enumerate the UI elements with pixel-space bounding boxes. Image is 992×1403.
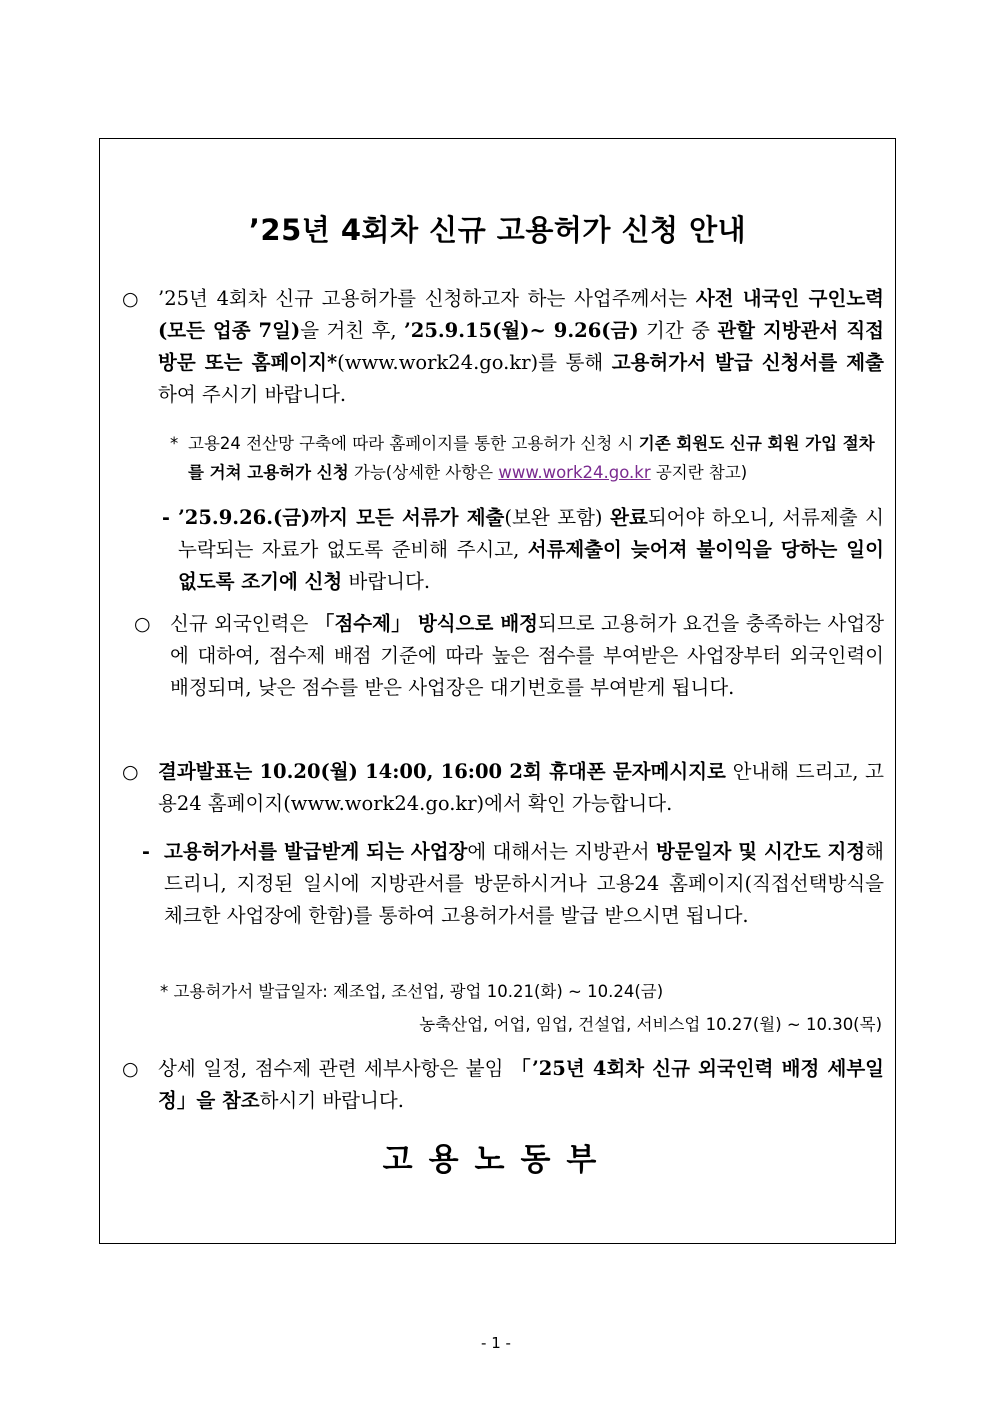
notice-title: ’25년 4회차 신규 고용허가 신청 안내: [248, 213, 747, 247]
note-issuance-dates-1: * 고용허가서 발급일자: 제조업, 조선업, 광업 10.21(화) ~ 10.24(금): [160, 982, 664, 1001]
note-issuance-dates-2: 농축산업, 어업, 임업, 건설업, 서비스업 10.27(월) ~ 10.30(목): [419, 1015, 882, 1034]
note-star: *: [170, 434, 179, 453]
work24-link[interactable]: www.work24.go.kr: [498, 463, 651, 482]
section-document-deadline: ’25.9.26.(금)까지 모든 서류가 제출(보완 포함) 완료되어야 하오니, 서류제출 시 누락되는 자료가 없도록 준비해 주시고, 서류제출이 늦어져 불이익을 당하는 일이 없도록 조기에 신청 바랍니다.: [178, 506, 884, 593]
section-detailed-schedule: 상세 일정, 점수제 관련 세부사항은 붙임 「’25년 4회차 신규 외국인력 배정 세부일정」을 참조하시기 바랍니다.: [158, 1057, 884, 1112]
section-permit-issuance: 고용허가서를 발급받게 되는 사업장에 대해서는 지방관서 방문일자 및 시간도 지정해 드리니, 지정된 일시에 지방관서를 방문하시거나 고용24 홈페이지(직접선택방식을 체크한 사업장에 한함)를 통하여 고용허가서를 발급 받으시면 됩니다.: [164, 840, 884, 927]
section-result-announcement: 결과발표는 10.20(월) 14:00, 16:00 2회 휴대폰 문자메시지로 안내해 드리고, 고용24 홈페이지(www.work24.go.kr)에서 확인 가능합니다.: [158, 760, 884, 815]
section-application-period: ’25년 4회차 신규 고용허가를 신청하고자 하는 사업주께서는 사전 내국인 구인노력(모든 업종 7일)을 거친 후, ’25.9.15(월)~ 9.26(금) 기간 중 관할 지방관서 직접방문 또는 홈페이지*(www.work24.go.kr)를 통해 고용허가서 발급 신청서를 제출하여 주시기 바랍니다.: [158, 287, 884, 406]
bullet-icon: ○: [122, 761, 139, 783]
dash-marker: -: [162, 507, 170, 529]
bullet-icon: ○: [122, 288, 139, 310]
section-points-system: 신규 외국인력은 「점수제」 방식으로 배정되므로 고용허가 요건을 충족하는 사업장에 대하여, 점수제 배점 기준에 따라 높은 점수를 부여받은 사업장부터 외국인력이 배정되며, 낮은 점수를 받은 사업장은 대기번호를 부여받게 됩니다.: [170, 612, 884, 699]
dash-marker: -: [142, 841, 150, 863]
issuer-signature: 고용노동부: [382, 1142, 613, 1178]
page-number: - 1 -: [481, 1334, 511, 1352]
notice-box: [99, 138, 896, 1244]
bullet-icon: ○: [122, 1058, 139, 1080]
bullet-icon: ○: [134, 613, 151, 635]
note-work24-membership: 고용24 전산망 구축에 따라 홈페이지를 통한 고용허가 신청 시 기존 회원도 신규 회원 가입 절차를 거쳐 고용허가 신청 가능(상세한 사항은 www.work24.go.kr 공지란 참고): [188, 434, 875, 482]
